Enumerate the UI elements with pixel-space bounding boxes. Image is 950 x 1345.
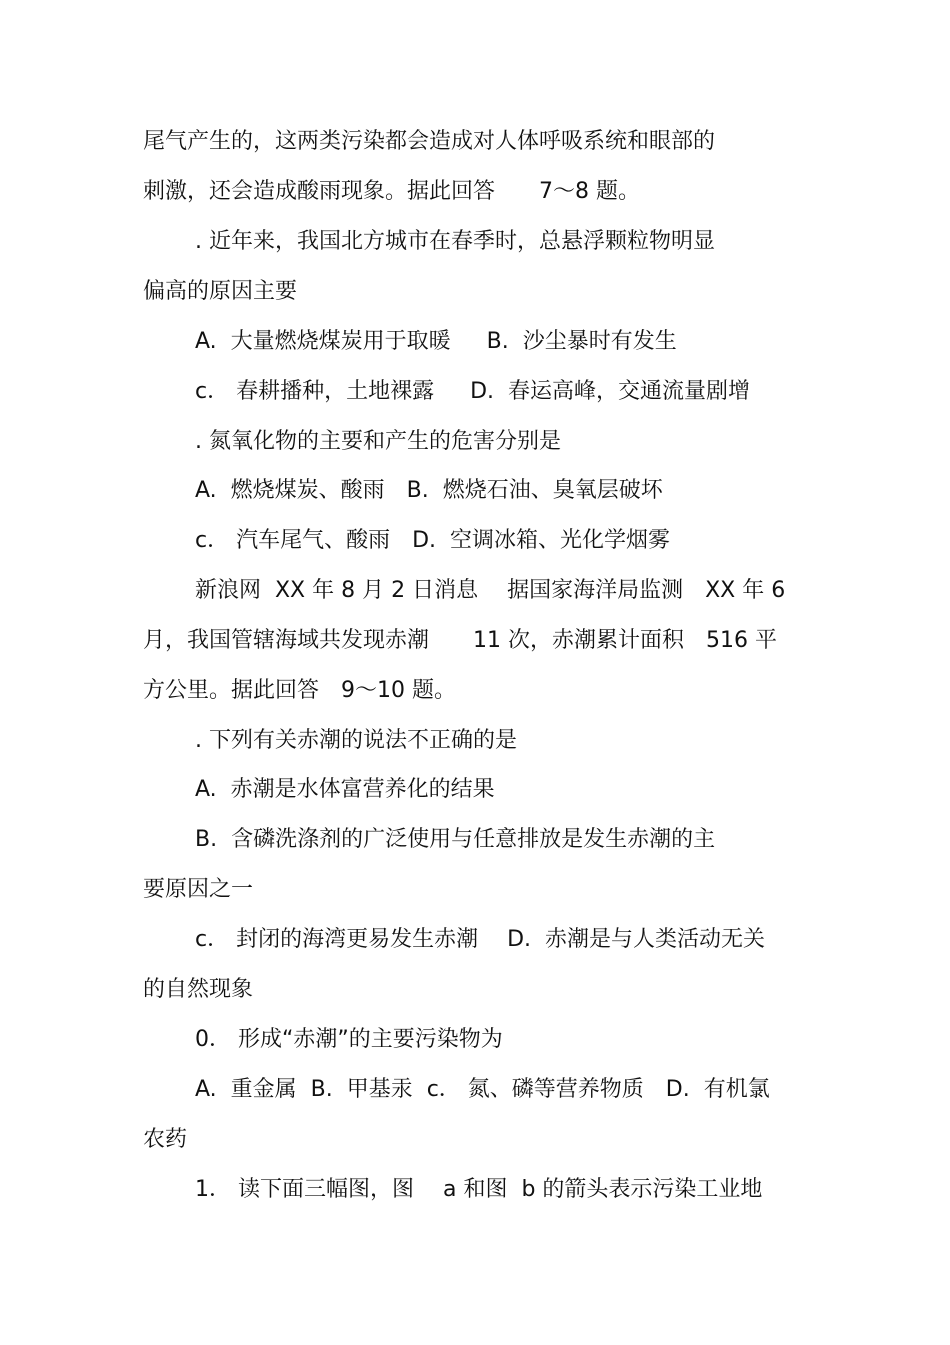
- question-9-option-a: A. 赤潮是水体富营养化的结果: [195, 777, 495, 802]
- question-7-options-ab: A. 大量燃烧煤炭用于取暖 B. 沙尘暴时有发生: [195, 329, 677, 354]
- question-11: 1． 读下面三幅图，图 a 和图 b 的箭头表示污染工业地: [195, 1177, 763, 1202]
- question-9-option-b-cont: 要原因之一: [143, 877, 254, 902]
- question-9-options-cd: c． 封闭的海湾更易发生赤潮 D. 赤潮是与人类活动无关: [195, 927, 766, 952]
- question-7-options-cd: c． 春耕播种，土地裸露 D. 春运高峰，交通流量剧增: [195, 379, 750, 404]
- question-8: . 氮氧化物的主要和产生的危害分别是: [195, 429, 561, 454]
- passage-line-3: 方公里。据此回答 9～10 题。: [143, 678, 456, 703]
- text-line-1: 尾气产生的，这两类污染都会造成对人体呼吸系统和眼部的: [143, 129, 716, 154]
- text-line-2: 刺激，还会造成酸雨现象。据此回答 7～8 题。: [143, 179, 640, 204]
- passage-line-2: 月，我国管辖海域共发现赤潮 11 次，赤潮累计面积 516 平: [143, 628, 777, 653]
- question-10-options-cont: 农药: [143, 1127, 188, 1152]
- passage-line-1: 新浪网 XX 年 8 月 2 日消息 据国家海洋局监测 XX 年 6: [195, 578, 786, 603]
- question-8-options-cd: c． 汽车尾气、酸雨 D. 空调冰箱、光化学烟雾: [195, 528, 671, 553]
- question-9-option-d-cont: 的自然现象: [143, 977, 254, 1002]
- question-9-option-b: B. 含磷洗涤剂的广泛使用与任意排放是发生赤潮的主: [195, 827, 716, 852]
- question-7: . 近年来，我国北方城市在春季时，总悬浮颗粒物明显: [195, 229, 715, 254]
- question-8-options-ab: A. 燃烧煤炭、酸雨 B. 燃烧石油、臭氧层破坏: [195, 478, 663, 503]
- question-9: . 下列有关赤潮的说法不正确的是: [195, 728, 517, 753]
- text-line-4: 偏高的原因主要: [143, 279, 298, 304]
- question-10: 0． 形成“赤潮”的主要污染物为: [195, 1027, 503, 1052]
- question-10-options: A. 重金属 B. 甲基汞 c． 氮、磷等营养物质 D. 有机氯: [195, 1077, 770, 1102]
